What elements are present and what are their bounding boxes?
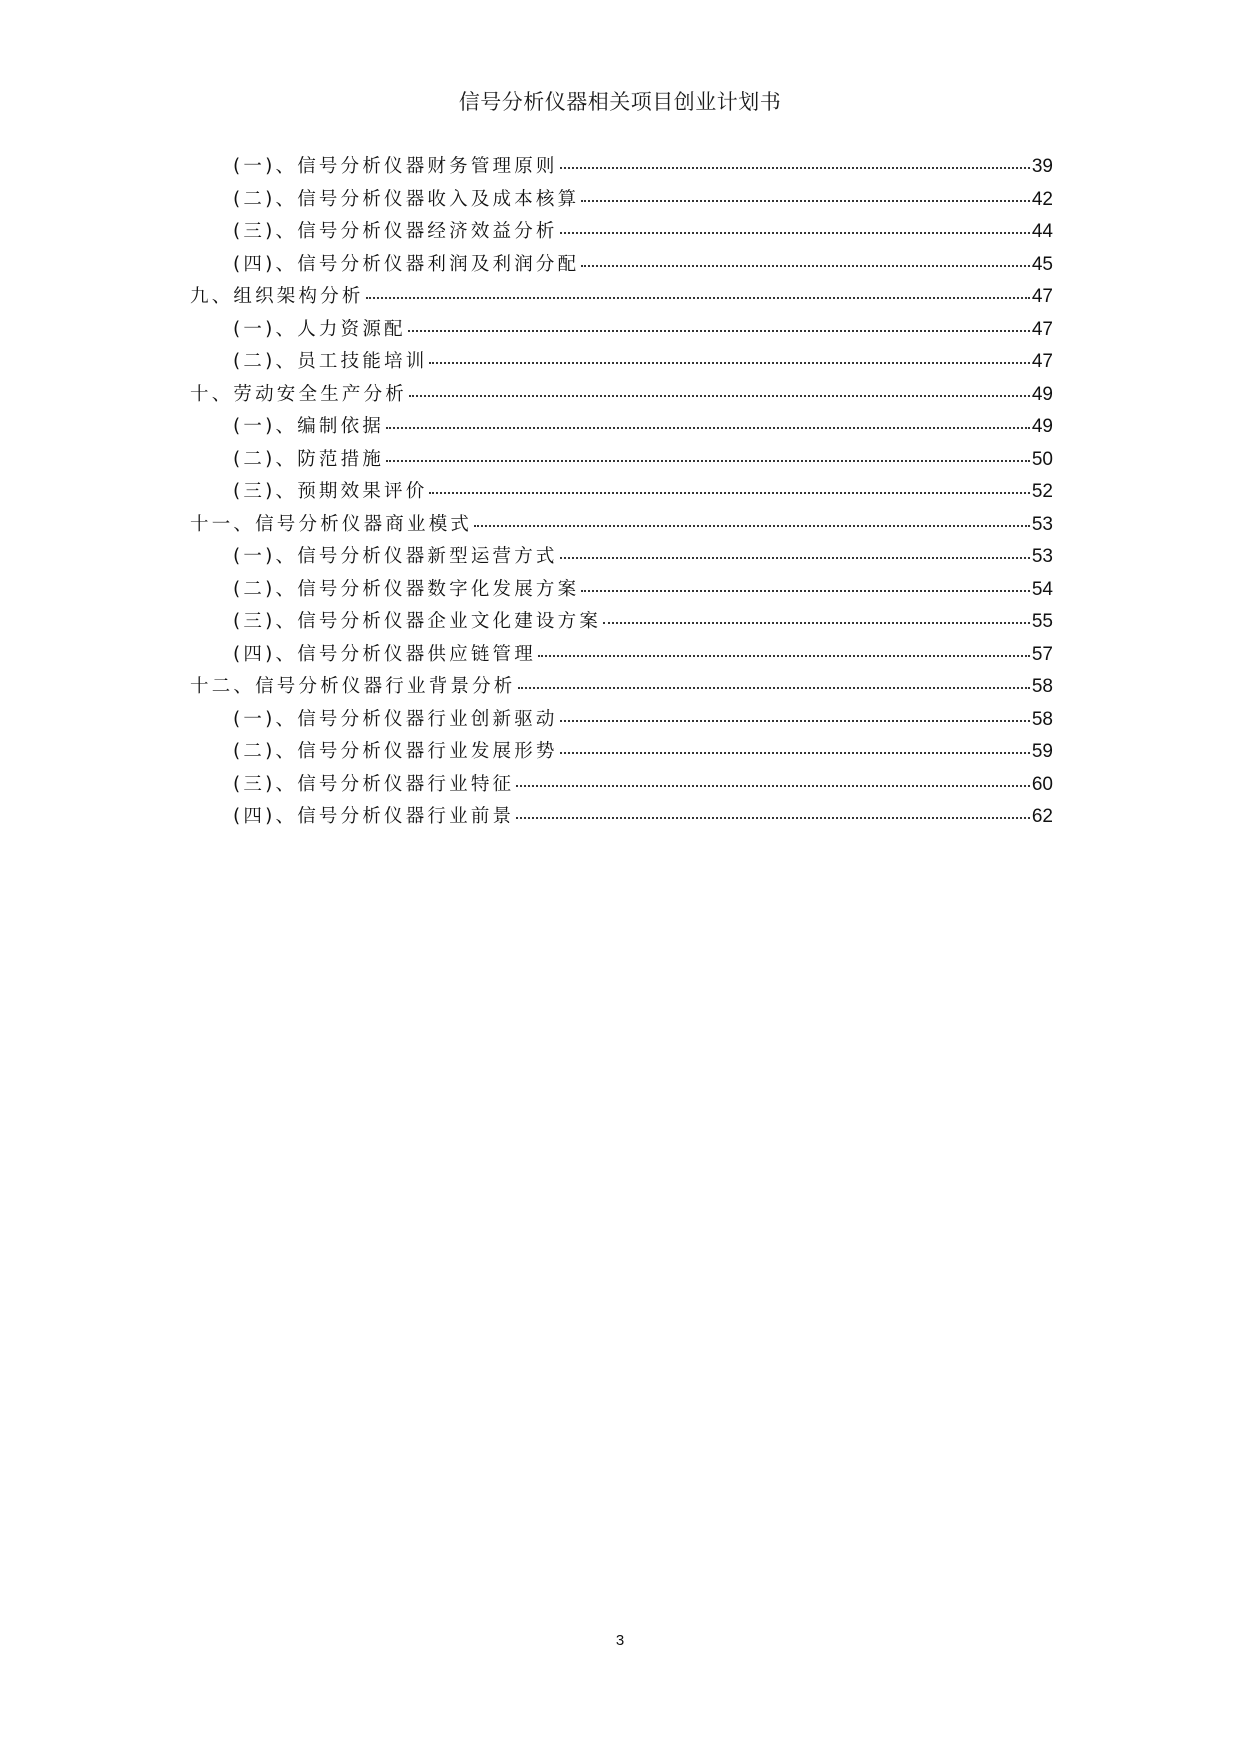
toc-entry[interactable]: [190, 770, 1053, 803]
toc-dot-leader: [581, 590, 1030, 592]
toc-entry[interactable]: [190, 380, 1053, 413]
toc-entry[interactable]: [190, 477, 1053, 510]
toc-entry-title: (四)、信号分析仪器行业前景: [233, 806, 515, 827]
toc-entry-title: (二)、信号分析仪器行业发展形势: [233, 741, 558, 762]
toc-dot-leader: [429, 492, 1029, 494]
toc-entry-page: 47: [1031, 351, 1053, 372]
toc-entry[interactable]: [190, 737, 1053, 770]
toc-entry[interactable]: [190, 802, 1053, 835]
toc-dot-leader: [516, 785, 1030, 787]
toc-entry-page: 58: [1031, 676, 1053, 697]
page-header-title: 信号分析仪器相关项目创业计划书: [458, 90, 782, 114]
toc-entry-title: 十一、信号分析仪器商业模式: [190, 513, 473, 535]
toc-entry-page: 49: [1031, 416, 1053, 437]
toc-entry-page: 50: [1031, 448, 1053, 470]
toc-dot-leader: [518, 687, 1030, 689]
toc-entry[interactable]: [190, 445, 1053, 478]
toc-entry-title: (一)、编制依据: [233, 416, 385, 437]
toc-entry[interactable]: [190, 250, 1053, 283]
toc-entry-page: 53: [1031, 546, 1053, 567]
toc-entry-page: 45: [1031, 253, 1053, 275]
toc-entry-title: (一)、信号分析仪器财务管理原则: [233, 156, 558, 177]
toc-entry[interactable]: [190, 315, 1053, 348]
toc-entry-page: 58: [1031, 708, 1053, 730]
toc-entry-title: (二)、防范措施: [233, 448, 385, 470]
toc-entry-title: (一)、人力资源配: [233, 318, 406, 340]
toc-entry-title: (四)、信号分析仪器供应链管理: [233, 643, 536, 665]
toc-dot-leader: [366, 297, 1030, 299]
toc-entry-page: 62: [1031, 806, 1053, 827]
toc-entry-page: 54: [1031, 578, 1053, 600]
toc-dot-leader: [386, 460, 1030, 462]
toc-entry-page: 55: [1031, 611, 1053, 632]
toc-dot-leader: [408, 330, 1030, 332]
toc-dot-leader: [538, 655, 1030, 657]
toc-entry-title: 九、组织架构分析: [190, 286, 364, 307]
toc-entry[interactable]: [190, 217, 1053, 250]
toc-entry-page: 57: [1031, 643, 1053, 665]
toc-dot-leader: [560, 167, 1030, 169]
toc-entry-page: 53: [1031, 513, 1053, 535]
toc-entry-title: (二)、信号分析仪器收入及成本核算: [233, 188, 580, 210]
toc-entry-title: (三)、信号分析仪器经济效益分析: [233, 221, 558, 242]
toc-entry-page: 59: [1031, 741, 1053, 762]
toc-entry-title: (三)、预期效果评价: [233, 481, 428, 502]
toc-dot-leader: [429, 362, 1029, 364]
toc-entry-title: 十二、信号分析仪器行业背景分析: [190, 676, 516, 697]
toc-dot-leader: [581, 200, 1030, 202]
toc-dot-leader: [581, 265, 1030, 267]
toc-dot-leader: [560, 752, 1030, 754]
toc-entry[interactable]: [190, 672, 1053, 705]
toc-entry-title: (二)、员工技能培训: [233, 351, 428, 372]
toc-dot-leader: [560, 720, 1030, 722]
toc-dot-leader: [603, 622, 1030, 624]
toc-entry[interactable]: [190, 152, 1053, 185]
toc-dot-leader: [560, 232, 1030, 234]
toc-entry-title: (三)、信号分析仪器行业特征: [233, 773, 515, 795]
toc-entry[interactable]: [190, 542, 1053, 575]
toc-entry[interactable]: [190, 282, 1053, 315]
toc-dot-leader: [560, 557, 1030, 559]
toc-entry-title: 十、劳动安全生产分析: [190, 383, 408, 405]
toc-entry-page: 49: [1031, 383, 1053, 405]
toc-entry[interactable]: [190, 510, 1053, 543]
toc-entry-page: 42: [1031, 188, 1053, 210]
toc-dot-leader: [474, 525, 1030, 527]
toc-dot-leader: [386, 427, 1030, 429]
toc-entry-page: 47: [1031, 318, 1053, 340]
toc-entry-title: (一)、信号分析仪器行业创新驱动: [233, 708, 558, 730]
toc-entry-page: 39: [1031, 156, 1053, 177]
toc-entry[interactable]: [190, 185, 1053, 218]
toc-entry-title: (三)、信号分析仪器企业文化建设方案: [233, 611, 602, 632]
toc-entry-title: (一)、信号分析仪器新型运营方式: [233, 546, 558, 567]
toc-entry[interactable]: [190, 640, 1053, 673]
toc-entry[interactable]: [190, 412, 1053, 445]
toc-entry-page: 52: [1031, 481, 1053, 502]
toc-entry[interactable]: [190, 705, 1053, 738]
toc-entry[interactable]: [190, 347, 1053, 380]
toc-entry-title: (四)、信号分析仪器利润及利润分配: [233, 253, 580, 275]
toc-entry-page: 47: [1031, 286, 1053, 307]
table-of-contents: [190, 152, 1053, 835]
toc-entry[interactable]: [190, 575, 1053, 608]
toc-entry-page: 60: [1031, 773, 1053, 795]
toc-entry-page: 44: [1031, 221, 1053, 242]
toc-dot-leader: [516, 817, 1030, 819]
toc-entry[interactable]: [190, 607, 1053, 640]
toc-entry-title: (二)、信号分析仪器数字化发展方案: [233, 578, 580, 600]
page-number: 3: [615, 1632, 625, 1649]
toc-dot-leader: [409, 395, 1030, 397]
